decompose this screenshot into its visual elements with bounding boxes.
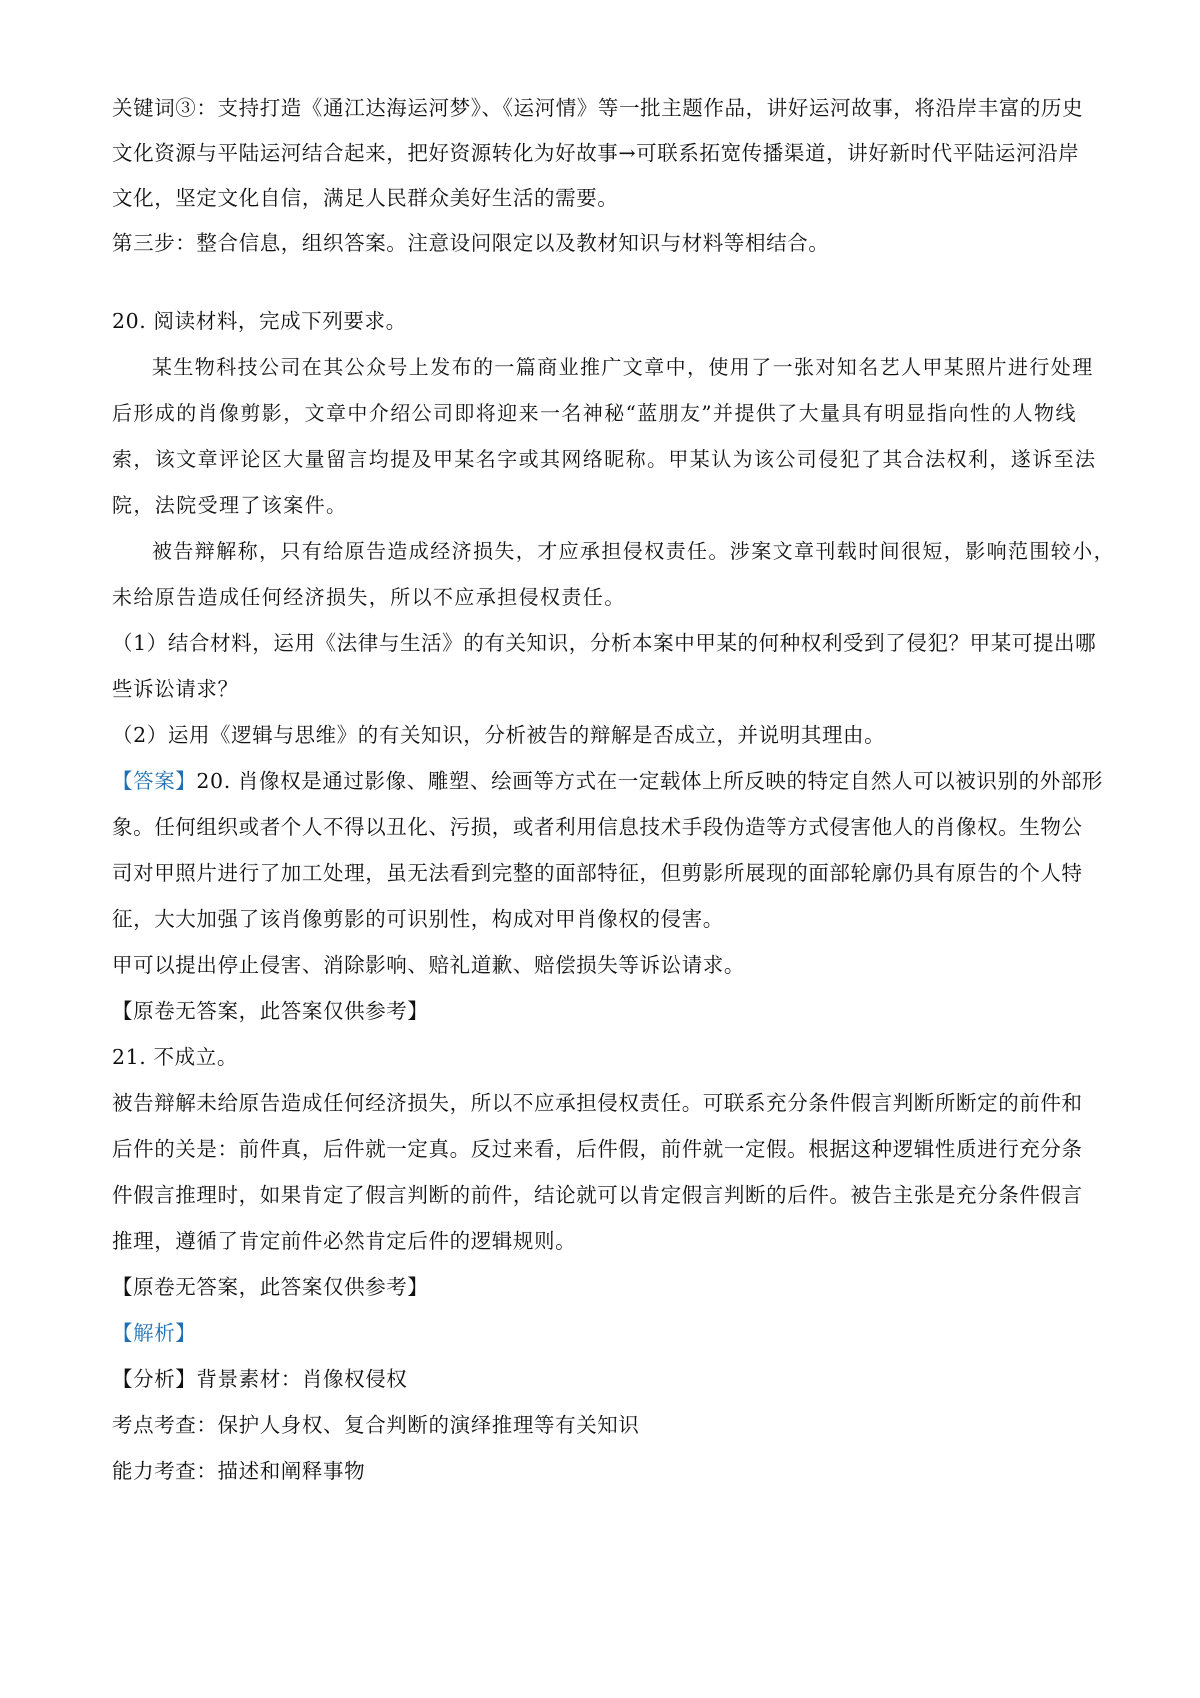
- answer-line: 征，大大加强了该肖像剪影的可识别性，构成对甲肖像权的侵害。: [112, 907, 724, 931]
- answer-line: [112, 768, 1103, 794]
- text-line: 第三步：整合信息，组织答案。注意设问限定以及教材知识与材料等相结合。: [112, 231, 830, 255]
- text-line: 文化资源与平陆运河结合起来，把好资源转化为好故事→可联系拓宽传播渠道，讲好新时代平陆运河沿岸: [112, 141, 1080, 165]
- note-line: 【原卷无答案，此答案仅供参考】: [112, 999, 429, 1023]
- sub-question-1-cont: 些诉讼请求？: [112, 677, 239, 701]
- answer-line: 甲可以提出停止侵害、消除影响、赔礼道歉、赔偿损失等诉讼请求。: [112, 953, 745, 977]
- analysis-line: 考点考查：保护人身权、复合判断的演绎推理等有关知识: [112, 1413, 640, 1437]
- note-line: 【原卷无答案，此答案仅供参考】: [112, 1275, 429, 1299]
- sub-question-2: （2）运用《逻辑与思维》的有关知识，分析被告的辩解是否成立，并说明其理由。: [112, 723, 886, 747]
- material-line: 被告辩解称，只有给原告造成经济损失，才应承担侵权责任。涉案文章刊载时间很短，影响范围较小，: [152, 539, 1115, 563]
- answer-line: 司对甲照片进行了加工处理，虽无法看到完整的面部特征，但剪影所展现的面部轮廓仍具有原告的个人特: [112, 861, 1083, 885]
- answer-21-heading: 21. 不成立。: [112, 1045, 238, 1069]
- question-20-heading: 20. 阅读材料，完成下列要求。: [112, 309, 407, 333]
- answer-line: 象。任何组织或者个人不得以丑化、污损，或者利用信息技术手段伪造等方式侵害他人的肖像权。生物公: [112, 815, 1083, 839]
- analysis-tag: 【解析】: [112, 1321, 197, 1345]
- text-line: 关键词③：支持打造《通江达海运河梦》、《运河情》等一批主题作品，讲好运河故事，将沿岸丰富的历史: [112, 96, 1084, 120]
- answer-line: 件假言推理时，如果肯定了假言判断的前件，结论就可以肯定假言判断的后件。被告主张是充分条件假言: [112, 1183, 1083, 1207]
- material-line: 某生物科技公司在其公众号上发布的一篇商业推广文章中，使用了一张对知名艺人甲某照片进行处理: [152, 355, 1094, 379]
- material-line: 后形成的肖像剪影，文章中介绍公司即将迎来一名神秘“蓝朋友”并提供了大量具有明显指向性的人物线: [112, 401, 1077, 425]
- answer-tag: 【答案】: [112, 769, 197, 793]
- text-line: 文化，坚定文化自信，满足人民群众美好生活的需要。: [112, 186, 619, 210]
- analysis-line: 能力考查：描述和阐释事物: [112, 1459, 366, 1483]
- answer-line: 被告辩解未给原告造成任何经济损失，所以不应承担侵权责任。可联系充分条件假言判断所断定的前件和: [112, 1091, 1083, 1115]
- material-line: 索，该文章评论区大量留言均提及甲某名字或其网络昵称。甲某认为该公司侵犯了其合法权利，遂诉至法: [112, 447, 1097, 471]
- material-line: 院，法院受理了该案件。: [112, 493, 348, 517]
- sub-question-1: （1）结合材料，运用《法律与生活》的有关知识，分析本案中甲某的何种权利受到了侵犯？甲某可提出哪: [112, 631, 1097, 655]
- analysis-line: 【分析】背景素材：肖像权侵权: [112, 1367, 408, 1391]
- answer-line: 推理，遵循了肯定前件必然肯定后件的逻辑规则。: [112, 1229, 577, 1253]
- answer-text: 20. 肖像权是通过影像、雕塑、绘画等方式在一定载体上所反映的特定自然人可以被识别的外部形: [196, 769, 1104, 793]
- answer-line: 后件的关是：前件真，后件就一定真。反过来看，后件假，前件就一定假。根据这种逻辑性质进行充分条: [112, 1137, 1083, 1161]
- material-line: 未给原告造成任何经济损失，所以不应承担侵权责任。: [112, 585, 626, 609]
